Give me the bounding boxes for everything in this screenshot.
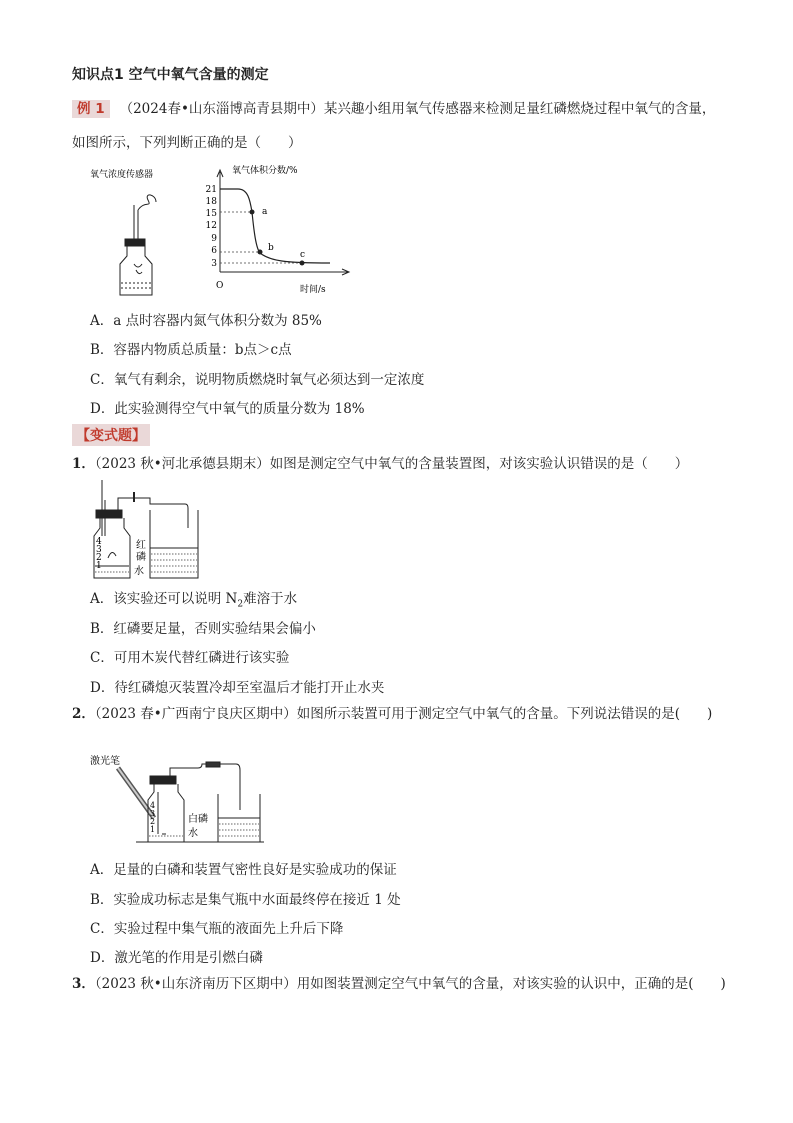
q1-water-hatch: [95, 554, 197, 572]
q2-option-b: B．实验成功标志是集气瓶中水面最终停在接近 1 处: [90, 892, 401, 908]
y-axis-label: 氧气体积分数/%: [232, 166, 298, 176]
point-a-label: a: [262, 207, 268, 217]
q2-option-a: A．足量的白磷和装置气密性良好是实验成功的保证: [90, 862, 397, 878]
example-option-c: C．氧气有剩余，说明物质燃烧时氧气必须达到一定浓度: [90, 372, 425, 388]
example-stem-text: （2024春•山东淄博高青县期中）某兴趣小组用氧气传感器来检测足量红磷燃烧过程中氧气的含量，: [119, 101, 716, 117]
q1-label-red: 红: [136, 540, 146, 551]
y-tick: 21: [205, 185, 217, 195]
q1-option-c: C．可用木炭代替红磷进行该实验: [90, 650, 290, 666]
q1-number: 1．: [72, 456, 95, 472]
q3-text: （2023 秋•山东济南历下区期中）用如图装置测定空气中氧气的含量，对该实验的认识中，正确的是( ): [94, 976, 726, 992]
point-c: [300, 261, 305, 266]
q1-figure: [90, 478, 210, 582]
svg-text:2: 2: [96, 553, 102, 563]
point-b-label: b: [268, 243, 274, 253]
example-option-b: B．容器内物质总质量：b点＞c点: [90, 342, 292, 358]
svg-text:1: 1: [150, 825, 156, 834]
q2-number: 2．: [72, 706, 95, 722]
y-tick: 6: [211, 246, 217, 256]
svg-text:3: 3: [96, 545, 102, 555]
q2-label-white-p: 白磷: [188, 814, 208, 825]
q1-option-b: B．红磷要足量，否则实验结果会偏小: [90, 621, 316, 637]
y-tick: 18: [205, 197, 217, 207]
example-figure: [90, 160, 360, 300]
graph-axes: [217, 170, 349, 275]
sensor-flask: [120, 195, 156, 295]
svg-text:4: 4: [150, 801, 156, 810]
q1-scale-marks: [96, 537, 102, 571]
example-stem-line2: 如图所示，下列判断正确的是（ ）: [72, 135, 302, 151]
y-ticks: [206, 185, 218, 269]
example-stem-line1: [72, 100, 715, 118]
point-a: [250, 210, 255, 215]
example-option-a: A．a 点时容器内氮气体积分数为 85%: [90, 313, 322, 329]
q2-stem: [72, 705, 712, 723]
point-b: [258, 250, 263, 255]
q2-option-c: C．实验过程中集气瓶的液面先上升后下降: [90, 921, 344, 937]
svg-text:2: 2: [150, 817, 156, 826]
q1-option-a: A．该实验还可以说明 $N_2$难溶于水: [90, 591, 298, 610]
q1-label-phosphorus: 磷: [136, 552, 146, 563]
q2-option-d: D．激光笔的作用是引燃白磷: [90, 950, 263, 966]
dotted-guides: [220, 212, 302, 263]
svg-text:4: 4: [96, 537, 102, 547]
q2-figure: [88, 750, 268, 850]
q1-option-d: D．待红磷熄灭装置冷却至室温后才能打开止水夹: [90, 680, 385, 696]
variant-tag: 【变式题】: [72, 424, 150, 446]
example-tag: 例 1: [72, 100, 110, 118]
y-tick: 12: [205, 221, 217, 231]
svg-text:1: 1: [96, 561, 102, 571]
sensor-label: 氧气浓度传感器: [90, 170, 154, 180]
origin-label: O: [216, 281, 224, 291]
example-option-d: D．此实验测得空气中氧气的质量分数为 18%: [90, 401, 365, 417]
q2-label-water: 水: [188, 828, 198, 839]
y-tick: 15: [205, 209, 217, 219]
y-tick: 9: [211, 234, 217, 244]
q3-number: 3．: [72, 976, 95, 992]
section-heading: 知识点1 空气中氧气含量的测定: [72, 67, 269, 83]
y-tick: 3: [211, 259, 217, 269]
q2-scale-marks: [150, 801, 155, 834]
q1-label-water: 水: [134, 566, 144, 577]
q2-laser-label: 激光笔: [90, 756, 120, 767]
svg-text:3: 3: [150, 809, 156, 818]
x-axis-label: 时间/s: [300, 285, 326, 295]
q2-text: （2023 春•广西南宁良庆区期中）如图所示装置可用于测定空气中氧气的含量。下列说法错误的是( ): [94, 706, 713, 722]
q3-stem: [72, 975, 726, 993]
point-c-label: c: [300, 250, 306, 260]
q1-text: （2023 秋•河北承德县期末）如图是测定空气中氧气的含量装置图，对该实验认识错误的是（ ）: [94, 456, 689, 472]
q1-stem: [72, 455, 688, 473]
